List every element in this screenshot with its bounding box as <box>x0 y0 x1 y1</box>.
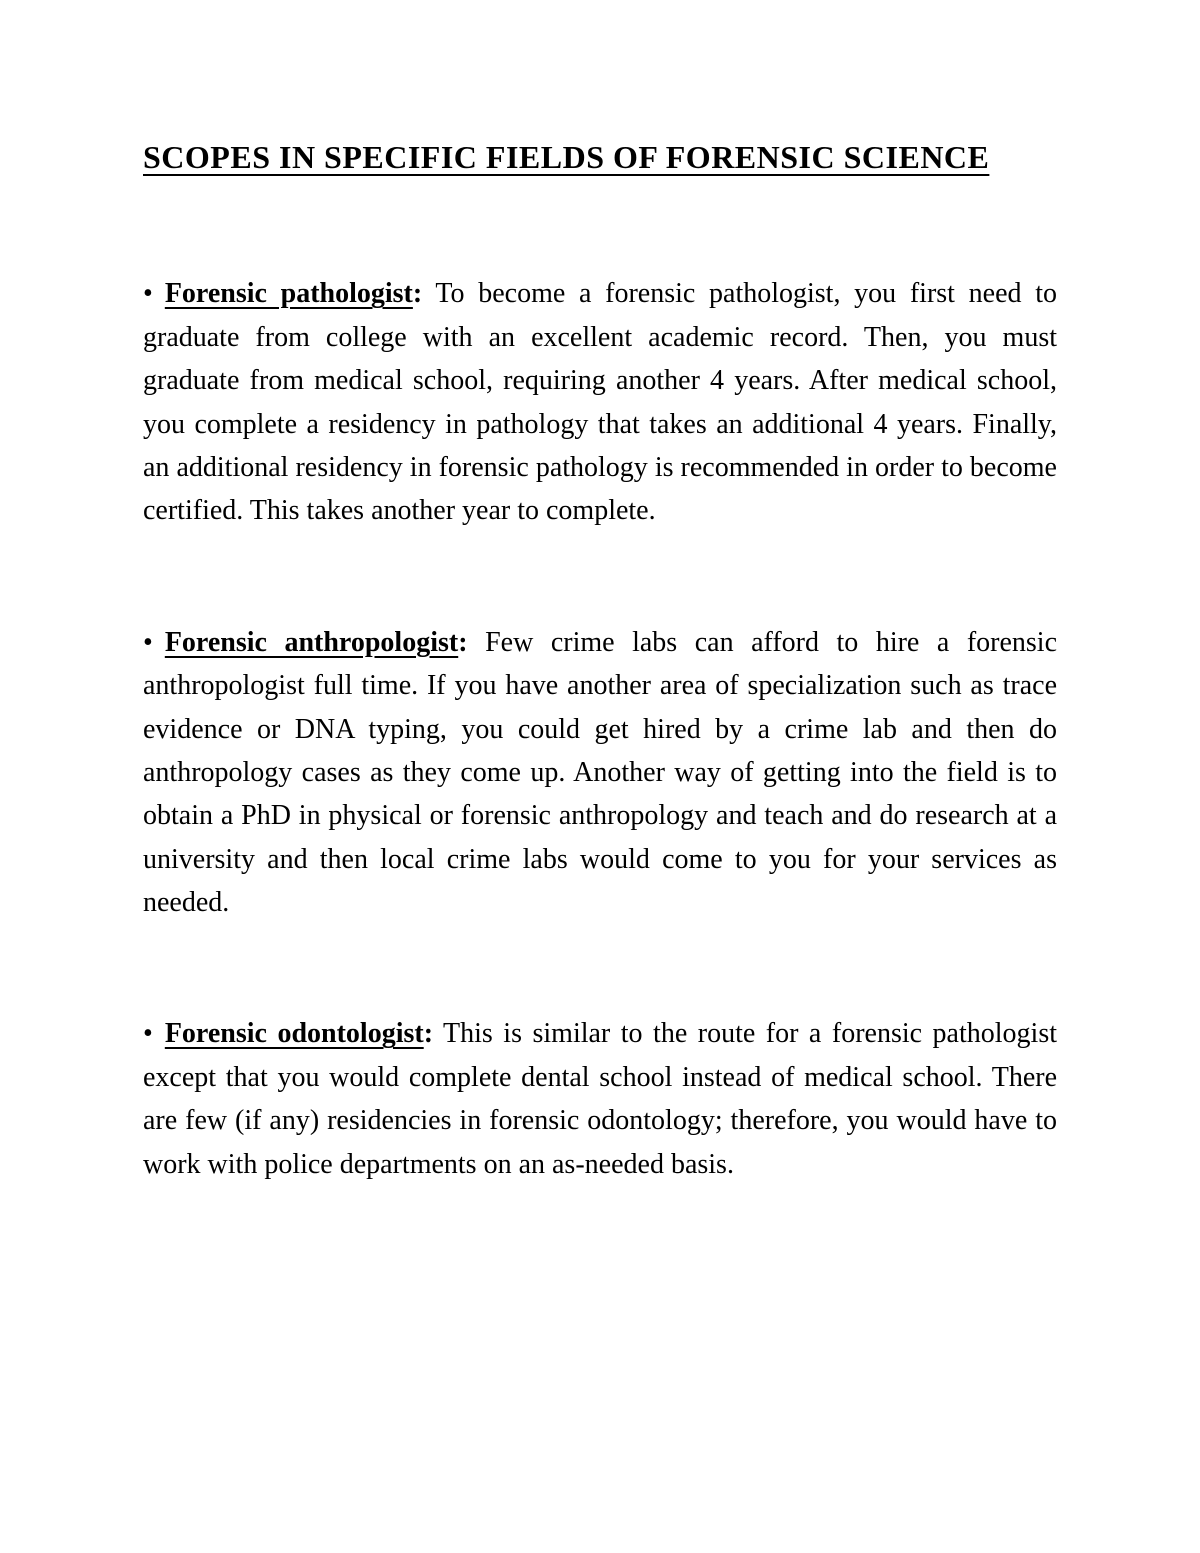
term-forensic-odontologist: Forensic odontologist <box>164 1018 424 1050</box>
bullet-icon: • <box>143 1018 153 1050</box>
term-forensic-anthropologist: Forensic anthropologist <box>164 626 459 658</box>
paragraph-forensic-anthropologist <box>143 621 1057 925</box>
paragraph-body: To become a forensic pathologist, you first need to graduate from college with an excellent academic record. Then, you must graduate from medical school, requiring another 4 years. After medical school, you complete a residency in pathology that takes an additional 4 years. Finally, an additional residency in forensic pathology is recommended in order to become certified. This takes another year to complete. <box>143 278 1057 527</box>
paragraph-forensic-pathologist <box>143 272 1057 532</box>
term-separator: : <box>423 1018 434 1050</box>
term-separator: : <box>412 278 423 310</box>
paragraph-forensic-odontologist <box>143 1012 1057 1186</box>
paragraph-body: Few crime labs can afford to hire a forensic anthropologist full time. If you have another area of specialization such as trace evidence or DNA typing, you could get hired by a crime lab and then do anthropology cases as they come up. Another way of getting into the field is to obtain a PhD in physical or forensic anthropology and teach and do research at a university and then local crime labs would come to you for your services as needed. <box>143 626 1058 919</box>
page-title: SCOPES IN SPECIFIC FIELDS OF FORENSIC SCIENCE <box>143 139 990 175</box>
bullet-icon: • <box>143 278 153 310</box>
term-forensic-pathologist: Forensic pathologist <box>164 278 413 310</box>
paragraph-body: This is similar to the route for a forensic pathologist except that you would complete dental school instead of medical school. There are few (if any) residencies in forensic odontology; therefore, you would have to work with police departments on an as-needed basis. <box>143 1018 1057 1180</box>
bullet-icon: • <box>143 626 153 658</box>
term-separator: : <box>458 626 468 658</box>
